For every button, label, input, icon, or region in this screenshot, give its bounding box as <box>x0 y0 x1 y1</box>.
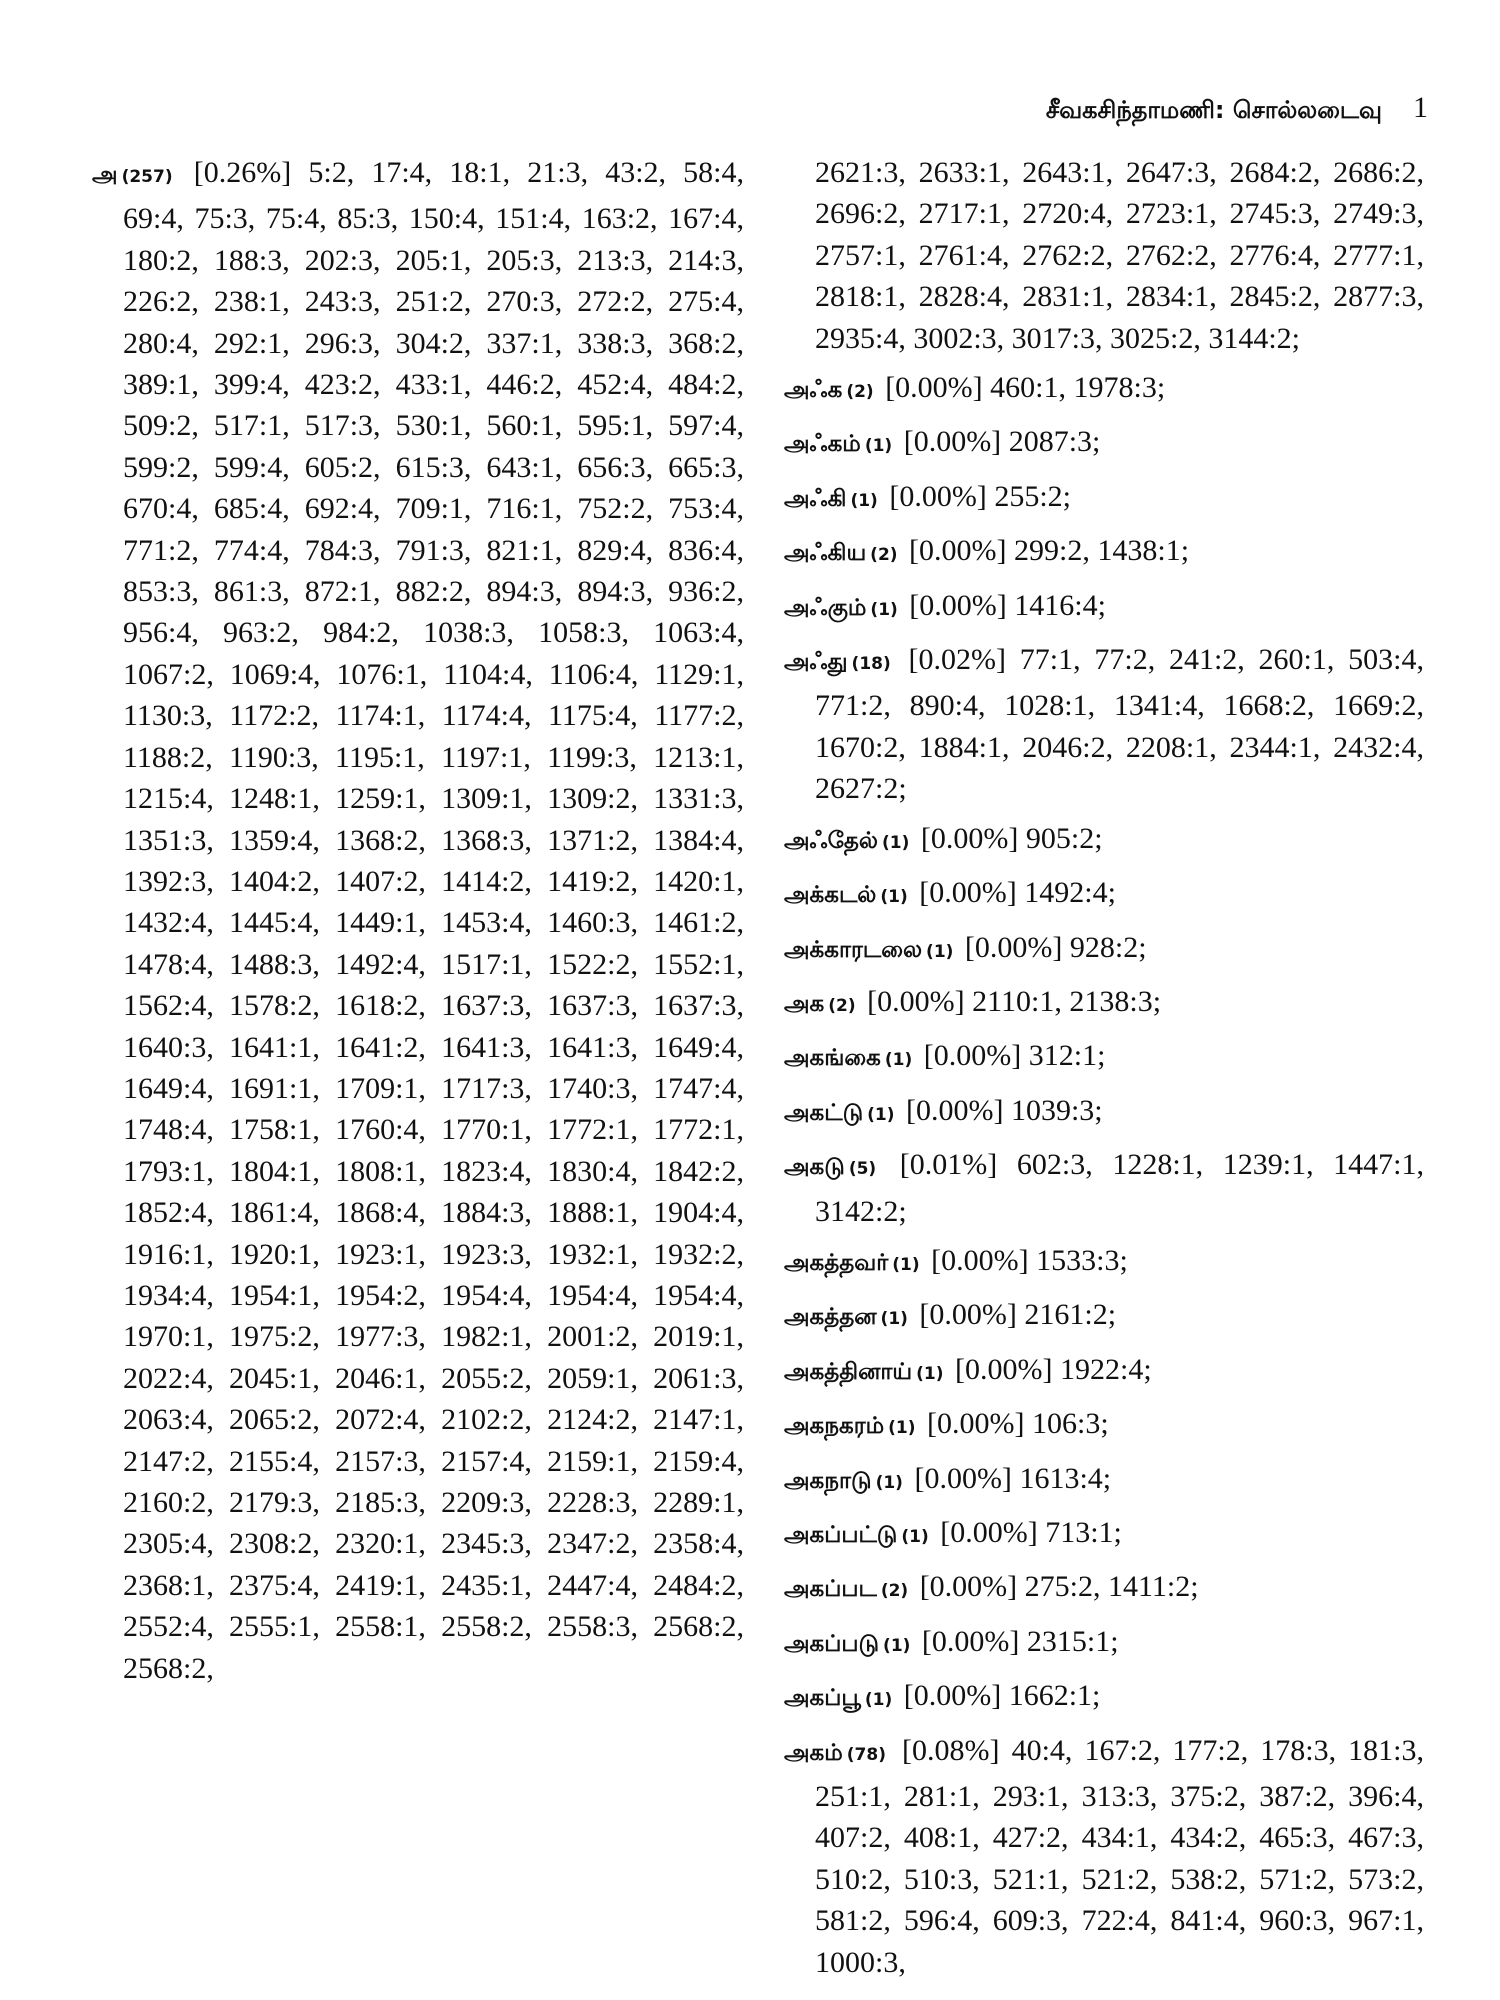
headword: அக்காரடலை <box>784 936 923 963</box>
headword: அகடு <box>784 1154 845 1181</box>
headword: அஃகி <box>784 485 847 512</box>
index-entry <box>784 421 1424 467</box>
frequency-percent: [0.00%] <box>909 588 1007 622</box>
frequency-percent: [0.00%] <box>919 1570 1018 1604</box>
headword: அகத்தவர் <box>784 1249 889 1276</box>
verse-references: 77:1, 77:2, 241:2, 260:1, 503:4, 771:2, 890:4, 1028:1, 1341:4, 1668:2, 1669:2, 1670:2, 1884:1, 2046:2, 2208:1, 2344:1, 2432:4, 2627:2; <box>815 643 1424 806</box>
index-entry <box>784 367 1424 413</box>
headword: அகப்பட்டு <box>784 1521 898 1548</box>
headword: அகட்டு <box>784 1099 864 1126</box>
headword: அஃகிய <box>784 540 867 567</box>
occurrence-count: (2) <box>828 995 856 1016</box>
continued-references: 2621:3, 2633:1, 2643:1, 2647:3, 2684:2, 2686:2, 2696:2, 2717:1, 2720:4, 2723:1, 2745:3, 2749:3, 2757:1, 2761:4, 2762:2, 2762:2, 2776:4, 2777:1, 2818:1, 2828:4, 2831:1, 2834:1, 2845:2, 2877:3, 2935:4, 3002:3, 3017:3, 3025:2, 3144:2; <box>815 156 1424 355</box>
verse-references: 905:2; <box>1025 821 1103 855</box>
page-number: 1 <box>1413 91 1428 124</box>
occurrence-count: (78) <box>846 1744 886 1765</box>
index-entry <box>784 1730 1424 1983</box>
occurrence-count: (1) <box>888 1418 916 1439</box>
index-entry <box>784 818 1424 864</box>
verse-references: 2315:1; <box>1026 1624 1119 1658</box>
index-entry <box>784 1090 1424 1136</box>
verse-references: 275:2, 1411:2; <box>1024 1570 1199 1604</box>
index-entry <box>784 981 1424 1027</box>
frequency-percent: [0.26%] <box>193 156 292 189</box>
headword: அக்கடல் <box>784 882 877 909</box>
verse-references: 602:3, 1228:1, 1239:1, 1447:1, 3142:2; <box>815 1148 1425 1228</box>
verse-references: 312:1; <box>1028 1039 1106 1073</box>
headword: அக <box>784 990 825 1017</box>
occurrence-count: (1) <box>875 1472 903 1493</box>
occurrence-count: (2) <box>870 545 898 566</box>
headword: அஃகும் <box>784 594 867 621</box>
occurrence-count: (1) <box>926 941 954 962</box>
frequency-percent: [0.00%] <box>909 534 1007 568</box>
occurrence-count: (1) <box>880 1309 908 1330</box>
headword: அகப்பட <box>784 1576 877 1603</box>
verse-references: 1492:4; <box>1024 876 1116 910</box>
right-column <box>784 152 1424 1991</box>
headword: அகநகரம் <box>784 1413 885 1440</box>
headword: அகத்தன <box>784 1304 877 1331</box>
frequency-percent: [0.00%] <box>923 1039 1022 1073</box>
occurrence-count: (2) <box>846 382 874 403</box>
occurrence-count: (1) <box>850 490 878 511</box>
frequency-percent: [0.00%] <box>885 371 983 405</box>
index-entry <box>784 1512 1424 1558</box>
frequency-percent: [0.00%] <box>927 1407 1025 1441</box>
index-entry <box>784 1403 1424 1449</box>
occurrence-count: (1) <box>864 436 893 457</box>
index-entry <box>784 1035 1424 1081</box>
frequency-percent: [0.01%] <box>899 1148 998 1182</box>
occurrence-count: (1) <box>880 887 908 908</box>
index-entry <box>784 1144 1424 1232</box>
headword: அகப்படு <box>784 1630 880 1657</box>
frequency-percent: [0.00%] <box>920 821 1019 855</box>
headword: அகங்கை <box>784 1045 881 1072</box>
headword: அகத்தினாய் <box>784 1358 913 1385</box>
occurrence-count: (1) <box>870 599 898 620</box>
occurrence-count: (1) <box>892 1254 920 1275</box>
verse-references: 928:2; <box>1069 930 1147 964</box>
occurrence-count: (5) <box>848 1159 877 1180</box>
verse-references: 1922:4; <box>1060 1352 1152 1386</box>
verse-references: 1533:3; <box>1036 1243 1128 1277</box>
occurrence-count: (1) <box>867 1104 895 1125</box>
index-entry <box>784 1294 1424 1340</box>
frequency-percent: [0.00%] <box>931 1243 1029 1277</box>
index-entry <box>784 1349 1424 1395</box>
index-entry <box>784 1458 1424 1504</box>
index-entry <box>784 927 1424 973</box>
verse-references: 299:2, 1438:1; <box>1014 534 1190 568</box>
index-entry <box>784 530 1424 576</box>
index-entry <box>784 476 1424 522</box>
headword: அஃகம் <box>784 431 861 458</box>
verse-references: 2087:3; <box>1008 425 1101 459</box>
frequency-percent: [0.00%] <box>919 1298 1017 1332</box>
left-column <box>92 152 744 1697</box>
headword: அகநாடு <box>784 1467 872 1494</box>
running-title: சீவகசிந்தாமணி: சொல்லடைவு <box>1045 96 1382 124</box>
frequency-percent: [0.08%] <box>902 1733 1000 1767</box>
index-entry <box>784 1240 1424 1286</box>
frequency-percent: [0.00%] <box>903 425 1002 459</box>
verse-references: 1039:3; <box>1010 1093 1103 1127</box>
verse-references: 1662:1; <box>1008 1679 1101 1713</box>
headword: அகப்பூ <box>784 1685 861 1712</box>
page-header <box>0 92 1500 132</box>
occurrence-count: (1) <box>883 1635 911 1656</box>
occurrence-count: (1) <box>884 1050 913 1071</box>
verse-references: 1613:4; <box>1019 1461 1112 1495</box>
frequency-percent: [0.00%] <box>940 1515 1038 1549</box>
index-entry <box>92 152 744 1689</box>
occurrence-count: (18) <box>851 654 891 675</box>
occurrence-count: (1) <box>882 832 910 853</box>
headword: அஃக <box>784 377 843 404</box>
frequency-percent: [0.02%] <box>908 643 1006 677</box>
frequency-percent: [0.00%] <box>964 930 1063 964</box>
verse-references: 106:3; <box>1032 1407 1109 1441</box>
frequency-percent: [0.00%] <box>903 1679 1002 1713</box>
index-entry <box>784 1621 1424 1667</box>
index-entry <box>784 585 1424 631</box>
verse-references: 2161:2; <box>1024 1298 1117 1332</box>
occurrence-count: (1) <box>864 1690 893 1711</box>
occurrence-count: (1) <box>916 1363 944 1384</box>
frequency-percent: [0.00%] <box>867 984 965 1018</box>
frequency-percent: [0.00%] <box>905 1093 1004 1127</box>
headword: அகம் <box>784 1739 843 1766</box>
index-entry <box>784 1675 1424 1721</box>
frequency-percent: [0.00%] <box>919 876 1017 910</box>
occurrence-count: (1) <box>901 1526 929 1547</box>
frequency-percent: [0.00%] <box>921 1624 1020 1658</box>
occurrence-count: (257) <box>121 167 173 187</box>
frequency-percent: [0.00%] <box>889 479 987 513</box>
index-entry <box>784 872 1424 918</box>
verse-references: 460:1, 1978:3; <box>990 371 1166 405</box>
verse-references: 255:2; <box>994 479 1071 513</box>
headword: அ <box>92 162 118 188</box>
occurrence-count: (2) <box>880 1581 909 1602</box>
index-entry <box>784 639 1424 810</box>
frequency-percent: [0.00%] <box>955 1352 1053 1386</box>
verse-references: 5:2, 17:4, 18:1, 21:3, 43:2, 58:4, 69:4, 75:3, 75:4, 85:3, 150:4, 151:4, 163:2, 167:4, 180:2, 188:3, 202:3, 205:1, 205:3, 213:3, 214:3, 226:2, 238:1, 243:3, 251:2, 270:3, 272:2, 275:4, 280:4, 292:1, 296:3, 304:2, 337:1, 338:3, 368:2, 389:1, 399:4, 423:2, 433:1, 446:2, 452:4, 484:2, 509:2, 517:1, 517:3, 530:1, 560:1, 595:1, 597:4, 599:2, 599:4, 605:2, 615:3, 643:1, 656:3, 665:3, 670:4, 685:4, 692:4, 709:1, 716:1, 752:2, 753:4, 771:2, 774:4, 784:3, 791:3, 821:1, 829:4, 836:4, 853:3, 861:3, 872:1, 882:2, 894:3, 894:3, 936:2, 956:4, 963:2, 984:2, 1038:3, 1058:3, 1063:4, 1067:2, 1069:4, 1076:1, 1104:4, 1106:4, 1129:1, 1130:3, 1172:2, 1174:1, 1174:4, 1175:4, 1177:2, 1188:2, 1190:3, 1195:1, 1197:1, 1199:3, 1213:1, 1215:4, 1248:1, 1259:1, 1309:1, 1309:2, 1331:3, 1351:3, 1359:4, 1368:2, 1368:3, 1371:2, 1384:4, 1392:3, 1404:2, 1407:2, 1414:2, 1419:2, 1420:1, 1432:4, 1445:4, 1449:1, 1453:4, 1460:3, 1461:2, 1478:4, 1488:3, 1492:4, 1517:1, 1522:2, 1552:1, 1562:4, 1578:2, 1618:2, 1637:3, 1637:3, 1637:3, 1640:3, 1641:1, 1641:2, 1641:3, 1641:3, 1649:4, 1649:4, 1691:1, 1709:1, 1717:3, 1740:3, 1747:4, 1748:4, 1758:1, 1760:4, 1770:1, 1772:1, 1772:1, 1793:1, 1804:1, 1808:1, 1823:4, 1830:4, 1842:2, 1852:4, 1861:4, 1868:4, 1884:3, 1888:1, 1904:4, 1916:1, 1920:1, 1923:1, 1923:3, 1932:1, 1932:2, 1934:4, 1954:1, 1954:2, 1954:4, 1954:4, 1954:4, 1970:1, 1975:2, 1977:3, 1982:1, 2001:2, 2019:1, 2022:4, 2045:1, 2046:1, 2055:2, 2059:1, 2061:3, 2063:4, 2065:2, 2072:4, 2102:2, 2124:2, 2147:1, 2147:2, 2155:4, 2157:3, 2157:4, 2159:1, 2159:4, 2160:2, 2179:3, 2185:3, 2209:3, 2228:3, 2289:1, 2305:4, 2308:2, 2320:1, 2345:3, 2347:2, 2358:4, 2368:1, 2375:4, 2419:1, 2435:1, 2447:4, 2484:2, 2552:4, 2555:1, 2558:1, 2558:2, 2558:3, 2568:2, 2568:2, <box>123 156 745 1685</box>
headword: அஃதேல் <box>784 827 878 854</box>
headword: அஃது <box>784 649 848 676</box>
index-entry <box>784 1566 1424 1612</box>
verse-references: 713:1; <box>1045 1515 1122 1549</box>
verse-references: 1416:4; <box>1014 588 1106 622</box>
frequency-percent: [0.00%] <box>914 1461 1012 1495</box>
verse-references: 40:4, 167:2, 177:2, 178:3, 181:3, 251:1, 281:1, 293:1, 313:3, 375:2, 387:2, 396:4, 407:2, 408:1, 427:2, 434:1, 434:2, 465:3, 467:3, 510:2, 510:3, 521:1, 521:2, 538:2, 571:2, 573:2, 581:2, 596:4, 609:3, 722:4, 841:4, 960:3, 967:1, 1000:3, <box>815 1733 1424 1979</box>
verse-references: 2110:1, 2138:3; <box>972 984 1162 1018</box>
